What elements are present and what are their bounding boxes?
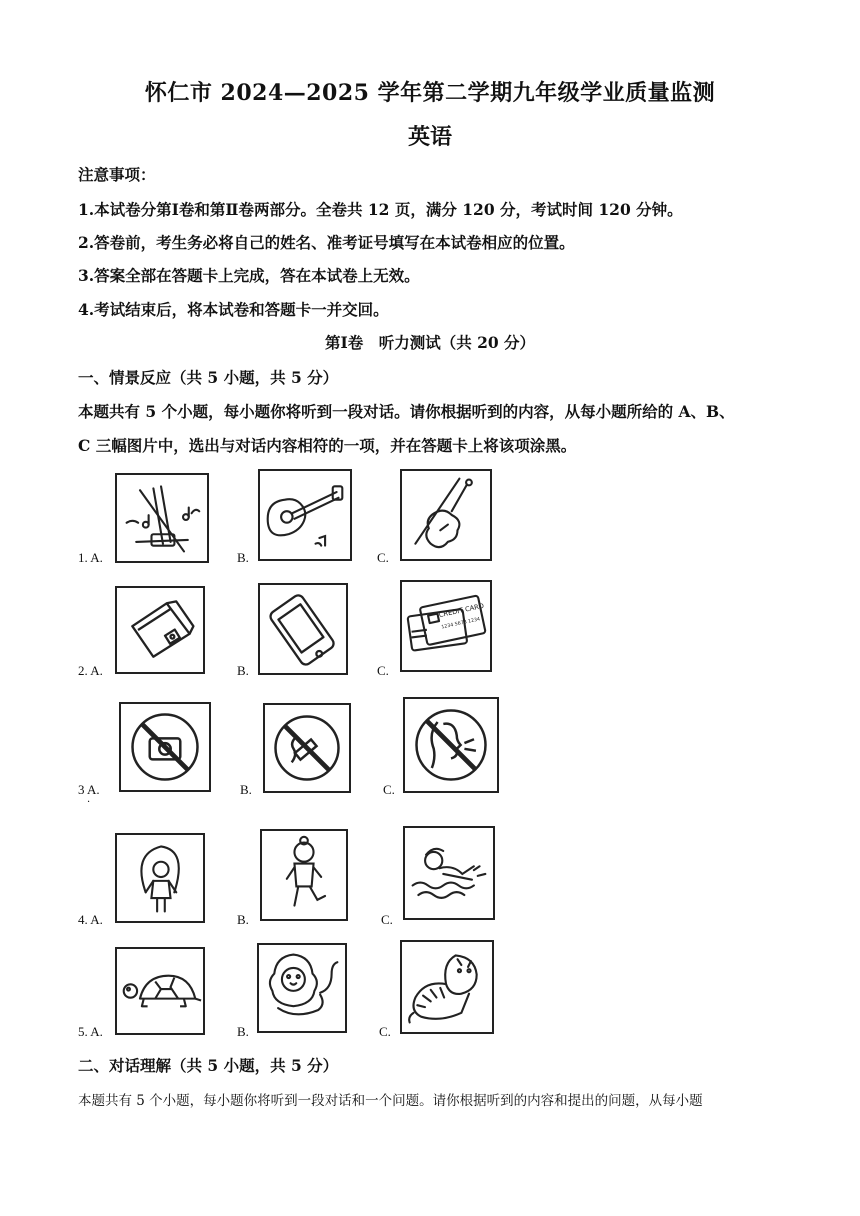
- jump-rope-girl-icon: [115, 833, 205, 923]
- stray-dot: ·: [87, 797, 91, 808]
- guitar-icon: [258, 469, 352, 561]
- question-label: C.: [381, 912, 393, 927]
- notes-heading: 注意事项：: [78, 165, 156, 184]
- note-item-1: 1.本试卷分第Ⅰ卷和第Ⅱ卷两部分。全卷共 12 页，满分 120 分，考试时间 120 分钟。: [78, 200, 683, 219]
- tiger-icon: [400, 940, 494, 1034]
- exam-title: 怀仁市 2024—2025 学年第二学期九年级学业质量监测: [144, 80, 716, 106]
- question-label: 4. A.: [78, 912, 103, 927]
- part-title: 第Ⅰ卷 听力测试（共 20 分）: [324, 333, 536, 352]
- violin-icon: [400, 469, 492, 561]
- section1-instructions-line1: 本题共有 5 个小题，每小题你将听到一段对话。请你根据听到的内容，从每小题所给的 A、B、: [78, 402, 735, 421]
- question-label: B.: [240, 782, 252, 797]
- question-label: C.: [379, 1024, 391, 1039]
- subject-title: 英语: [407, 124, 452, 150]
- question-label: C.: [377, 550, 389, 565]
- note-item-2: 2.答卷前，考生务必将自己的姓名、准考证号填写在本试卷相应的位置。: [78, 233, 575, 252]
- lion-icon: [257, 943, 347, 1033]
- swimming-girl-icon: [403, 826, 495, 920]
- wallet-icon: [115, 586, 205, 674]
- question-label: B.: [237, 550, 249, 565]
- mobile-phone-icon: [258, 583, 348, 675]
- question-label: B.: [237, 912, 249, 927]
- card-text: CREDIT CARD: [438, 601, 485, 620]
- credit-card-icon: [400, 580, 492, 672]
- question-label: C.: [383, 782, 395, 797]
- no-smoking-icon: [263, 703, 351, 793]
- question-label: B.: [237, 1024, 249, 1039]
- question-label: 1. A.: [78, 550, 103, 565]
- section1-heading: 一、情景反应（共 5 小题，共 5 分）: [78, 368, 339, 387]
- question-label: 3 A.: [78, 782, 100, 797]
- turtle-icon: [115, 947, 205, 1035]
- question-label: 5. A.: [78, 1024, 103, 1039]
- question-label: B.: [237, 663, 249, 678]
- section1-instructions-line2: C 三幅图片中，选出与对话内容相符的一项，并在答题卡上将该项涂黑。: [78, 436, 577, 455]
- no-photos-icon: [119, 702, 211, 792]
- erhu-icon: [115, 473, 209, 563]
- section2-heading: 二、对话理解（共 5 小题，共 5 分）: [78, 1056, 339, 1075]
- card-number: 1234 5678 1234: [441, 617, 481, 631]
- no-talking-icon: [403, 697, 499, 793]
- question-label: C.: [377, 663, 389, 678]
- note-item-3: 3.答案全部在答题卡上完成，答在本试卷上无效。: [78, 266, 420, 285]
- section2-instructions-line1: 本题共有 5 个小题，每小题你将听到一段对话和一个问题。请你根据听到的内容和提出的问题，从每小题: [78, 1093, 703, 1109]
- note-item-4: 4.考试结束后，将本试卷和答题卡一并交回。: [78, 300, 389, 319]
- question-label: 2. A.: [78, 663, 103, 678]
- running-girl-icon: [260, 829, 348, 921]
